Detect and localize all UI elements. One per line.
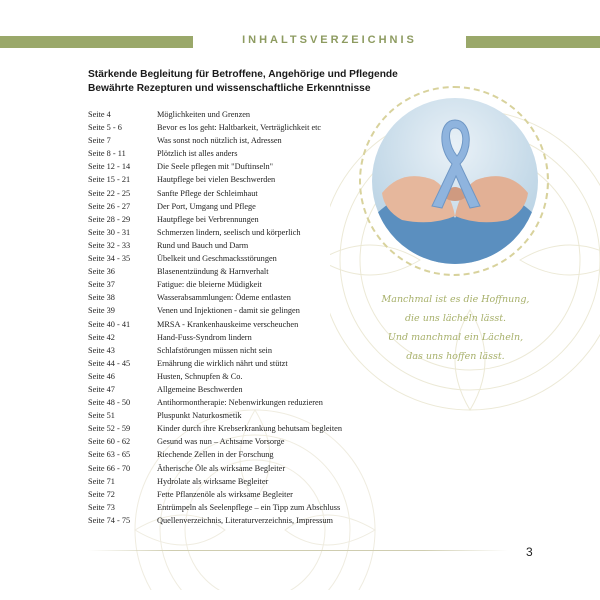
hands-holding-awareness-ribbon-icon — [372, 98, 538, 264]
toc-topic: Venen und Injektionen - damit sie gelingen — [157, 306, 300, 316]
toc-topic: Ernährung die wirklich nährt und stützt — [157, 358, 288, 368]
toc-row — [88, 514, 342, 527]
toc-row — [88, 409, 342, 422]
toc-row — [88, 475, 342, 488]
headline-line-2: Bewährte Rezepturen und wissenschaftliche Erkenntnisse — [88, 83, 371, 94]
toc-page: Seite 7 — [88, 136, 111, 146]
quote-line-1: Manchmal ist es die Hoffnung, — [381, 294, 530, 305]
toc-page: Seite 30 - 31 — [88, 227, 131, 237]
toc-page: Seite 22 - 25 — [88, 188, 131, 198]
toc-topic: Kinder durch ihre Krebserkrankung behutsam begleiten — [157, 424, 343, 434]
toc-row — [88, 226, 342, 239]
toc-page: Seite 42 — [88, 332, 115, 342]
toc-topic: Sanfte Pflege der Schleimhaut — [157, 188, 258, 198]
toc-page: Seite 40 - 41 — [88, 319, 131, 329]
toc-row — [88, 278, 342, 291]
toc-row — [88, 448, 342, 461]
toc-row — [88, 213, 342, 226]
toc-row — [88, 501, 342, 514]
toc-page: Seite 38 — [88, 293, 115, 303]
toc-page: Seite 47 — [88, 384, 115, 394]
toc-row — [88, 291, 342, 304]
toc-row — [88, 134, 342, 147]
toc-row — [88, 265, 342, 278]
table-of-contents — [88, 108, 342, 527]
toc-row — [88, 252, 342, 265]
toc-row — [88, 304, 342, 317]
header-bar-left — [0, 36, 193, 48]
toc-topic: Gesund was nun – Achtsame Vorsorge — [157, 437, 285, 447]
page-number: 3 — [526, 545, 533, 559]
toc-topic: Riechende Zellen in der Forschung — [157, 450, 274, 460]
photo — [372, 98, 538, 264]
toc-page: Seite 52 - 59 — [88, 424, 131, 434]
toc-topic: Die Seele pflegen mit "Duftinseln" — [157, 162, 273, 172]
toc-page: Seite 8 - 11 — [88, 149, 126, 159]
toc-topic: Pluspunkt Naturkosmetik — [157, 411, 242, 421]
toc-row — [88, 370, 342, 383]
toc-topic: Schlafstörungen müssen nicht sein — [157, 345, 272, 355]
toc-row — [88, 173, 342, 186]
footer-divider — [88, 550, 508, 551]
toc-topic: Hand-Fuss-Syndrom lindern — [157, 332, 252, 342]
headline-line-1: Stärkende Begleitung für Betroffene, Angehörige und Pflegende — [88, 69, 398, 80]
toc-row — [88, 435, 342, 448]
quote — [368, 290, 543, 366]
toc-page: Seite 44 - 45 — [88, 358, 131, 368]
toc-page: Seite 28 - 29 — [88, 214, 131, 224]
toc-row — [88, 200, 342, 213]
toc-row — [88, 422, 342, 435]
toc-topic: Hautpflege bei Verbrennungen — [157, 214, 259, 224]
toc-page: Seite 39 — [88, 306, 115, 316]
toc-row — [88, 488, 342, 501]
toc-row — [88, 462, 342, 475]
toc-page: Seite 60 - 62 — [88, 437, 131, 447]
toc-page: Seite 36 — [88, 267, 115, 277]
toc-page: Seite 4 — [88, 110, 111, 119]
toc-topic: Wasserabsammlungen: Ödeme entlasten — [157, 293, 291, 303]
toc-page: Seite 34 - 35 — [88, 254, 131, 264]
toc-page: Seite 15 - 21 — [88, 175, 131, 185]
toc-topic: Blasenentzündung & Harnverhalt — [157, 267, 269, 277]
toc-page: Seite 66 - 70 — [88, 463, 131, 473]
toc-topic: Bevor es los geht: Haltbarkeit, Verträglichkeit etc — [157, 123, 322, 133]
toc-row — [88, 344, 342, 357]
toc-row — [88, 396, 342, 409]
toc-page: Seite 71 — [88, 476, 115, 486]
toc-topic: Der Port, Umgang und Pflege — [157, 201, 256, 211]
toc-topic: MRSA - Krankenhauskeime verscheuchen — [157, 319, 299, 329]
toc-topic: Plötzlich ist alles anders — [157, 149, 238, 159]
toc-page: Seite 26 - 27 — [88, 201, 131, 211]
toc-topic: Ätherische Öle als wirksame Begleiter — [157, 463, 286, 473]
toc-topic: Fette Pflanzenöle als wirksame Begleiter — [157, 489, 293, 499]
quote-line-2: die uns lächeln lässt. — [404, 313, 507, 324]
toc-topic: Hautpflege bei vielen Beschwerden — [157, 175, 276, 185]
header-bar-right — [466, 36, 600, 48]
toc-page: Seite 32 - 33 — [88, 240, 131, 250]
toc-row — [88, 331, 342, 344]
headline — [88, 68, 398, 96]
toc-page: Seite 73 — [88, 502, 115, 512]
toc-row — [88, 108, 342, 121]
toc-topic: Schmerzen lindern, seelisch und körperlich — [157, 227, 301, 237]
toc-row — [88, 357, 342, 370]
toc-topic: Übelkeit und Geschmacksstörungen — [157, 254, 277, 264]
page-title: INHALTSVERZEICHNIS — [242, 34, 417, 46]
quote-line-4: das uns hoffen lässt. — [406, 351, 505, 362]
toc-page: Seite 48 - 50 — [88, 398, 131, 408]
toc-topic: Entrümpeln als Seelenpflege – ein Tipp zum Abschluss — [157, 502, 341, 512]
toc-page: Seite 51 — [88, 411, 115, 421]
toc-topic: Quellenverzeichnis, Literaturverzeichnis, Impressum — [157, 515, 334, 525]
toc-topic: Husten, Schnupfen & Co. — [157, 371, 243, 381]
quote-line-3: Und manchmal ein Lächeln, — [387, 332, 524, 343]
toc-page: Seite 12 - 14 — [88, 162, 131, 172]
toc-row — [88, 239, 342, 252]
toc-topic: Was sonst noch nützlich ist, Adressen — [157, 136, 282, 146]
toc-row — [88, 160, 342, 173]
toc-page: Seite 5 - 6 — [88, 123, 122, 133]
toc-row — [88, 383, 342, 396]
toc-page: Seite 43 — [88, 345, 115, 355]
toc-topic: Möglichkeiten und Grenzen — [157, 110, 251, 119]
toc-page: Seite 37 — [88, 280, 115, 290]
toc-topic: Allgemeine Beschwerden — [157, 384, 243, 394]
toc-page: Seite 63 - 65 — [88, 450, 131, 460]
toc-topic: Fatigue: die bleierne Müdigkeit — [157, 280, 262, 290]
toc-topic: Rund und Bauch und Darm — [157, 240, 249, 250]
toc-page: Seite 74 - 75 — [88, 515, 131, 525]
toc-topic: Hydrolate als wirksame Begleiter — [157, 476, 269, 486]
toc-page: Seite 72 — [88, 489, 115, 499]
toc-row — [88, 187, 342, 200]
toc-topic: Antihormontherapie: Nebenwirkungen reduzieren — [157, 398, 323, 408]
toc-row — [88, 147, 342, 160]
toc-page: Seite 46 — [88, 371, 115, 381]
toc-row — [88, 121, 342, 134]
toc-row — [88, 318, 342, 331]
